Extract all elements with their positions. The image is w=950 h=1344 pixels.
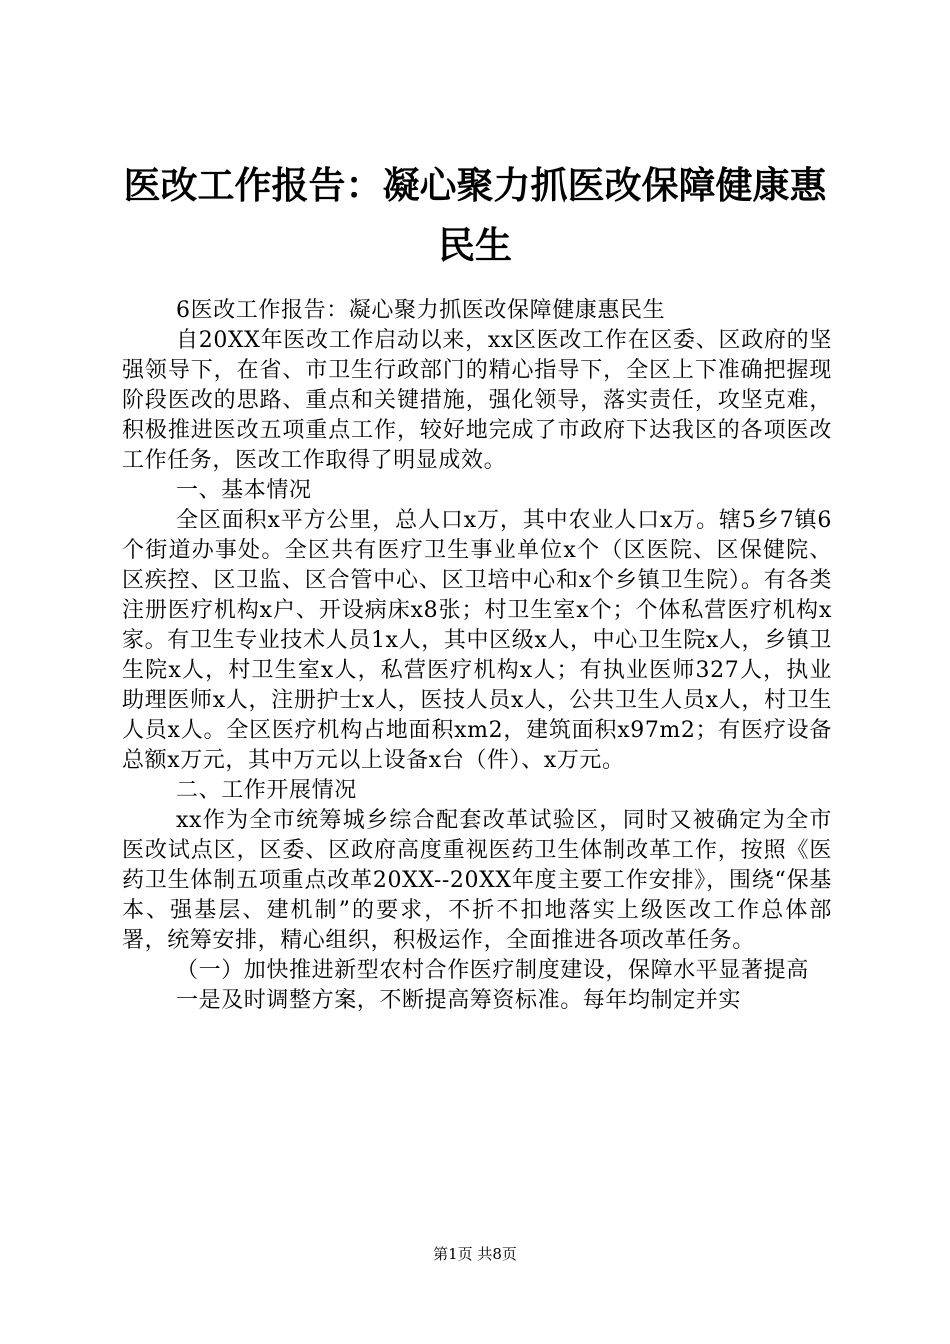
page-footer: 第1页 共8页 xyxy=(433,1245,517,1263)
paragraph-adjust-plan: 一是及时调整方案，不断提高筹资标准。每年均制定并实 xyxy=(176,988,742,1013)
paragraph-subtitle: 6医改工作报告：凝心聚力抓医改保障健康惠民生 xyxy=(176,298,666,323)
paragraph-work-progress: xx作为全市统筹城乡综合配套改革试验区，同时又被确定为全市医改试点区，区委、区政府高度重视医药卫生体制改革工作，按照《医药卫生体制五项重点改革20XX--20XX年度主要工作安排》，围绕“保基本、强基层、建机制”的要求，不折不扣地落实上级医改工作总体部署，统筹安排，精心组织，积极运作，全面推进各项改革任务。 xyxy=(122,808,832,953)
section-heading-work-progress: 二、工作开展情况 xyxy=(176,778,357,803)
subsection-heading-rural-cooperative-medical: （一）加快推进新型农村合作医疗制度建设，保障水平显著提高 xyxy=(176,958,809,983)
paragraph-basic-situation: 全区面积x平方公里，总人口x万，其中农业人口x万。辖5乡7镇6个街道办事处。全区共有医疗卫生事业单位x个（区医院、区保健院、区疾控、区卫监、区合管中心、区卫培中心和x个乡镇卫生院）。有各类注册医疗机构x户、开设病床x8张；村卫生室x个；个体私营医疗机构x家。有卫生专业技术人员1x人，其中区级x人，中心卫生院x人，乡镇卫生院x人，村卫生室x人，私营医疗机构x人；有执业医师327人，执业助理医师x人，注册护士x人，医技人员x人，公共卫生人员x人，村卫生人员x人。全区医疗机构占地面积xm2，建筑面积x97m2；有医疗设备总额x万元，其中万元以上设备x台（件）、x万元。 xyxy=(122,508,832,773)
document-title: 医改工作报告：凝心聚力抓医改保障健康惠民生 xyxy=(123,164,827,267)
document-body xyxy=(122,296,832,1016)
section-heading-basic-situation: 一、基本情况 xyxy=(176,478,312,503)
paragraph-intro: 自20XX年医改工作启动以来，xx区医改工作在区委、区政府的坚强领导下，在省、市卫生行政部门的精心指导下，全区上下准确把握现阶段医改的思路、重点和关键措施，强化领导，落实责任，攻坚克难，积极推进医改五项重点工作，较好地完成了市政府下达我区的各项医改工作任务，医改工作取得了明显成效。 xyxy=(122,328,832,473)
